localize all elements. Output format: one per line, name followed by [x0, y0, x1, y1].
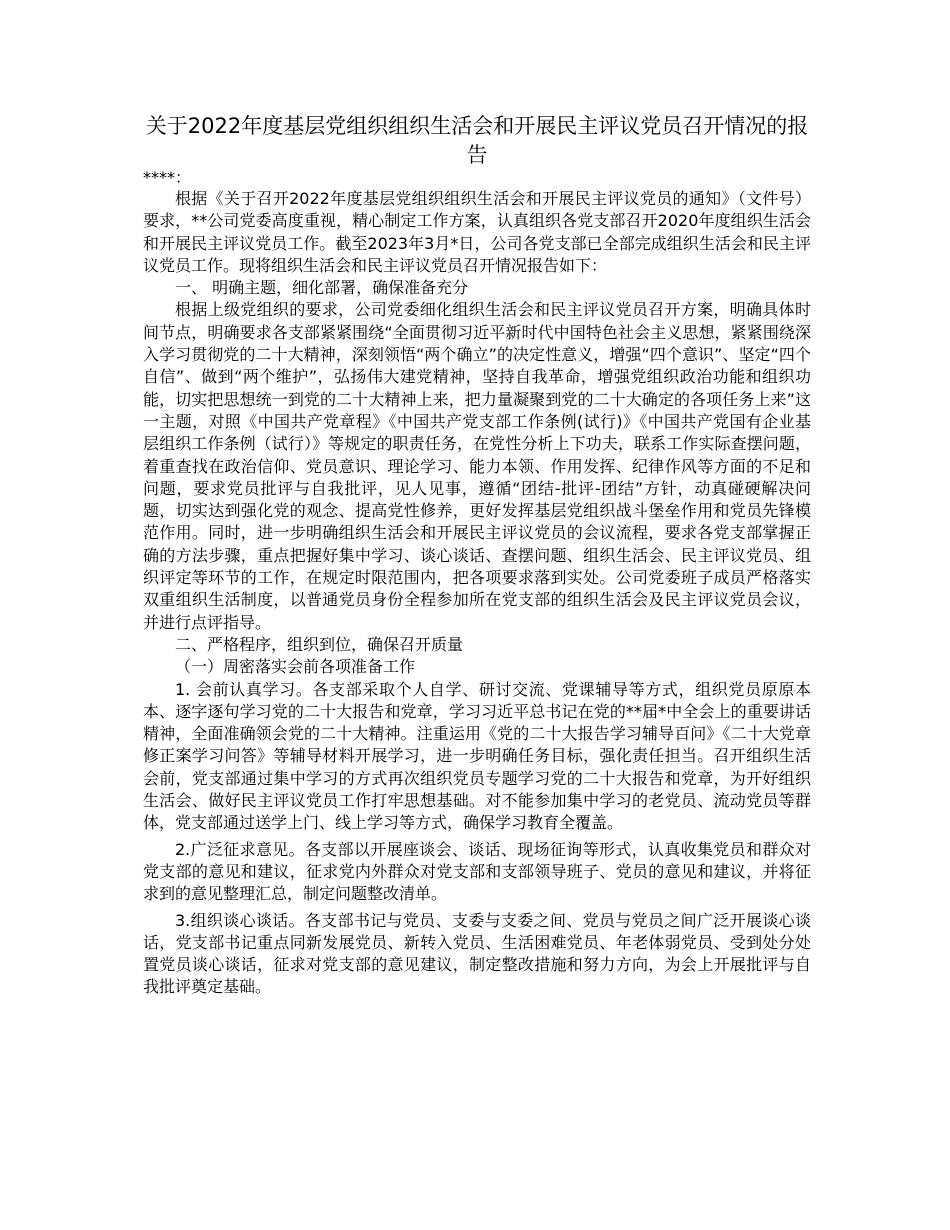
section-1-heading: 一、 明确主题，细化部署，确保准备充分	[175, 278, 469, 298]
document-title: 关于2022年度基层党组织组织生活会和开展民主评议党员召开情况的报告	[145, 114, 809, 167]
item-2-paragraph: 2.广泛征求意见。各支部以开展座谈会、谈话、现场征询等形式，认真收集党员和群众对党支部的意见和建议，征求党内外群众对党支部和支部领导班子、党员的意见和建议，并将征求到的意见整理汇总，制定问题整改清单。	[143, 839, 811, 904]
subsection-1-heading: （一）周密落实会前各项准备工作	[175, 657, 416, 677]
intro-paragraph: 根据《关于召开2022年度基层党组织组织生活会和开展民主评议党员的通知》（文件号）要求，**公司党委高度重视，精心制定工作方案，认真组织各党支部召开2020年度组织生活会和开展民主评议党员工作。截至2023年3月*日，公司各党支部已全部完成组织生活会和民主评议党员工作。现将组织生活会和民主评议党员召开情况报告如下：	[143, 189, 811, 275]
salutation: ****：	[143, 168, 192, 187]
item-1-paragraph: 1. 会前认真学习。各支部采取个人自学、研讨交流、党课辅导等方式，组织党员原原本本、逐字逐句学习党的二十大报告和党章，学习习近平总书记在党的**届*中全会上的重要讲话精神，全面准确领会党的二十大精神。注重运用《党的二十大报告学习辅导百问》《二十大党章修正案学习问答》等辅导材料开展学习，进一步明确任务目标，强化责任担当。召开组织生活会前，党支部通过集中学习的方式再次组织党员专题学习党的二十大报告和党章，为开好组织生活会、做好民主评议党员工作打牢思想基础。对不能参加集中学习的老党员、流动党员等群体，党支部通过送学上门、线上学习等方式，确保学习教育全覆盖。	[143, 679, 811, 833]
document-page	[143, 112, 811, 999]
item-3-paragraph: 3.组织谈心谈话。各支部书记与党员、支委与支委之间、党员与党员之间广泛开展谈心谈话，党支部书记重点同新发展党员、新转入党员、生活困难党员、年老体弱党员、受到处分处置党员谈心谈话，征求对党支部的意见建议，制定整改措施和努力方向，为会上开展批评与自我批评奠定基础。	[143, 910, 811, 997]
section-1-body: 根据上级党组织的要求，公司党委细化组织生活会和民主评议党员召开方案，明确具体时间节点，明确要求各支部紧紧围绕“全面贯彻习近平新时代中国特色社会主义思想，紧紧围绕深入学习贯彻党的二十大精神，深刻领悟“两个确立”的决定性意义，增强“四个意识”、坚定“四个自信”、做到“两个维护”，弘扬伟大建党精神，坚持自我革命，增强党组织政治功能和组织功能，切实把思想统一到党的二十大精神上来，把力量凝聚到党的二十大确定的各项任务上来”这一主题，对照《中国共产党章程》《中国共产党支部工作条例(试行)》《中国共产党国有企业基层组织工作条例（试行）》等规定的职责任务，在党性分析上下功夫，联系工作实际查摆问题，着重查找在政治信仰、党员意识、理论学习、能力本领、作用发挥、纪律作风等方面的不足和问题，要求党员批评与自我批评，见人见事，遵循“团结-批评-团结”方针，动真碰硬解决问题，切实达到强化党的观念、提高党性修养，更好发挥基层党组织战斗堡垒作用和党员先锋模范作用。同时，进一步明确组织生活会和开展民主评议党员的会议流程，要求各党支部掌握正确的方法步骤，重点把握好集中学习、谈心谈话、查摆问题、组织生活会、民主评议党员、组织评定等环节的工作，在规定时限范围内，把各项要求落到实处。公司党委班子成员严格落实双重组织生活制度，以普通党员身份全程参加所在党支部的组织生活会及民主评议党员会议，并进行点评指导。	[143, 300, 811, 632]
section-2-heading: 二、严格程序，组织到位，确保召开质量	[175, 634, 464, 654]
